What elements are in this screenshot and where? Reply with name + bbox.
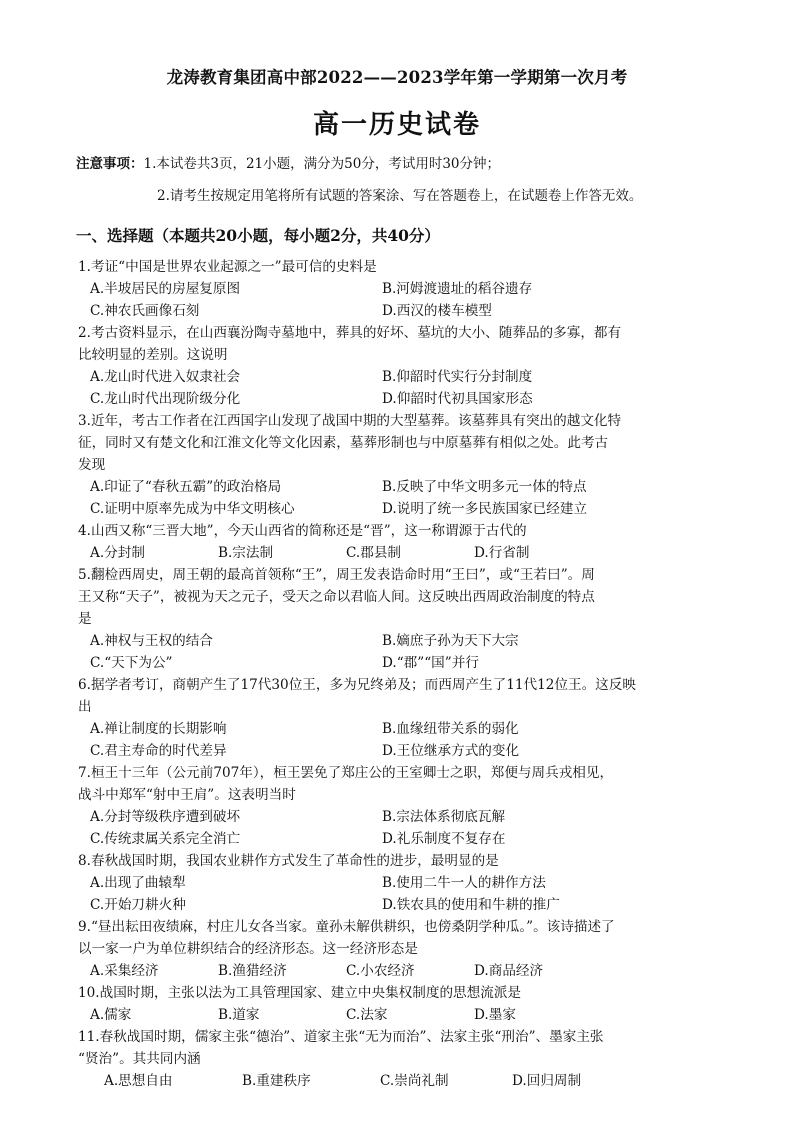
- options: [78, 806, 728, 850]
- question-stem: 1.考证“中国是世界农业起源之一”最可信的史料是: [78, 259, 377, 275]
- option-b: B.河姆渡遗址的稻谷遗存: [382, 281, 533, 297]
- option-d: D.仰韶时代初具国家形态: [382, 391, 533, 407]
- options: [78, 542, 728, 564]
- options: [78, 476, 728, 520]
- option-a: A.禅让制度的长期影响: [90, 721, 227, 737]
- question-stem: 9.“昼出耘田夜绩麻，村庄儿女各当家。童孙未解供耕织，也傍桑阴学种瓜。”。该诗描述了: [78, 919, 615, 935]
- question-stem: 11.春秋战国时期，儒家主张“德治”、道家主张“无为而治”、法家主张“刑治”、墨家主张: [78, 1029, 604, 1045]
- option-d: D.说明了统一多民族国家已经建立: [382, 501, 588, 517]
- option-b: B.反映了中华文明多元一体的特点: [382, 479, 587, 495]
- option-a: A.印证了“春秋五霸”的政治格局: [90, 479, 282, 495]
- options: [78, 718, 728, 762]
- option-d: D.行省制: [474, 545, 530, 561]
- options: [78, 1070, 728, 1092]
- option-c: C.证明中原率先成为中华文明核心: [90, 501, 295, 517]
- question-stem: “贤治”。其共同内涵: [78, 1051, 201, 1067]
- question-stem: 是: [78, 611, 92, 627]
- question-stem: 以一家一户为单位耕织结合的经济形态。这一经济形态是: [78, 941, 418, 957]
- option-d: D.回归周制: [512, 1073, 582, 1089]
- question-stem: 比较明显的差别。这说明: [78, 347, 228, 363]
- question-stem: 5.翻检西周史，周王朝的最高首领称“王”，周王发表诰命时用“王曰”，或“王若曰”。周: [78, 567, 595, 583]
- question-stem: 发现: [78, 457, 106, 473]
- options: [78, 960, 728, 982]
- option-b: B.宗法制: [218, 545, 274, 561]
- question-stem: 征，同时又有楚文化和江淮文化等文化因素，墓葬形制也与中原墓葬有相似之处。此考古: [78, 435, 609, 451]
- question-stem: 战斗中郑军“射中王肩”。这表明当时: [78, 787, 296, 803]
- option-a: A.神权与王权的结合: [90, 633, 213, 649]
- question-4: [78, 520, 728, 564]
- notice-line-2: [157, 184, 777, 204]
- option-c: C.神农氏画像石刻: [90, 303, 200, 319]
- option-b: B.使用二牛一人的耕作方法: [382, 875, 546, 891]
- options: [78, 872, 728, 916]
- option-b: B.嫡庶子孙为天下大宗: [382, 633, 519, 649]
- option-a: A.出现了曲辕犁: [90, 875, 186, 891]
- option-c: C.君主寿命的时代差异: [90, 743, 227, 759]
- question-stem: 8.春秋战国时期，我国农业耕作方式发生了革命性的进步，最明显的是: [78, 853, 499, 869]
- question-7: [78, 762, 728, 850]
- question-list: [78, 256, 728, 1092]
- option-d: D.墨家: [474, 1007, 516, 1023]
- option-a: A.分封等级秩序遭到破坏: [90, 809, 241, 825]
- option-a: A.思想自由: [104, 1073, 173, 1089]
- notice-item-1: 1.本试卷共3页，21小题，满分为50分，考试用时30分钟；: [143, 156, 501, 172]
- question-1: [78, 256, 728, 322]
- option-b: B.重建秩序: [242, 1073, 311, 1089]
- option-d: D.商品经济: [474, 963, 544, 979]
- section-heading: 一、选择题（本题共20小题，每小题2分，共40分）: [76, 226, 440, 245]
- question-10: [78, 982, 728, 1026]
- option-d: D.西汉的楼车模型: [382, 303, 492, 319]
- question-stem: 王又称“天子”，被视为天之元子，受天之命以君临人间。这反映出西周政治制度的特点: [78, 589, 595, 605]
- option-b: B.道家: [218, 1007, 260, 1023]
- option-b: B.仰韶时代实行分封制度: [382, 369, 533, 385]
- question-stem: 4.山西又称“三晋大地”，今天山西省的简称还是“晋”，这一称谓源于古代的: [78, 523, 527, 539]
- option-a: A.儒家: [90, 1007, 132, 1023]
- option-b: B.宗法体系彻底瓦解: [382, 809, 506, 825]
- question-9: [78, 916, 728, 982]
- option-b: B.渔猎经济: [218, 963, 287, 979]
- question-stem: 7.桓王十三年（公元前707年），桓王罢免了郑庄公的王室卿士之职，郑便与周兵戎相见，: [78, 765, 614, 781]
- option-c: C.传统隶属关系完全消亡: [90, 831, 241, 847]
- option-d: D.礼乐制度不复存在: [382, 831, 506, 847]
- option-d: D.王位继承方式的变化: [382, 743, 520, 759]
- option-b: B.血缘纽带关系的弱化: [382, 721, 519, 737]
- option-d: D.“郡”“国”并行: [382, 655, 479, 671]
- options: [78, 278, 728, 322]
- exam-title: 高一历史试卷: [312, 110, 481, 140]
- option-c: C.龙山时代出现阶级分化: [90, 391, 241, 407]
- options: [78, 366, 728, 410]
- option-c: C.小农经济: [346, 963, 415, 979]
- question-stem: 6.据学者考订，商朝产生了17代30位王，多为兄终弟及；而西周产生了11代12位王。这反映: [78, 677, 636, 693]
- option-c: C.法家: [346, 1007, 388, 1023]
- option-a: A.龙山时代进入奴隶社会: [90, 369, 241, 385]
- options: [78, 630, 728, 674]
- option-c: C.郡县制: [346, 545, 402, 561]
- question-stem: 2.考古资料显示，在山西襄汾陶寺墓地中，葬具的好坏、墓坑的大小、随葬品的多寡，都有: [78, 325, 622, 341]
- option-c: C.“天下为公”: [90, 655, 173, 671]
- option-c: C.开始刀耕火种: [90, 897, 186, 913]
- question-2: [78, 322, 728, 410]
- notice-line-1: [76, 152, 776, 172]
- option-c: C.崇尚礼制: [380, 1073, 449, 1089]
- notice-label: 注意事项：: [76, 156, 144, 172]
- option-d: D.铁农具的使用和牛耕的推广: [382, 897, 560, 913]
- question-11: [78, 1026, 728, 1092]
- question-stem: 3.近年，考古工作者在江西国字山发现了战国中期的大型墓葬。该墓葬具有突出的越文化特: [78, 413, 622, 429]
- question-3: [78, 410, 728, 520]
- options: [78, 1004, 728, 1026]
- option-a: A.半坡居民的房屋复原图: [90, 281, 241, 297]
- school-exam-line: 龙涛教育集团高中部2022——2023学年第一学期第一次月考: [166, 68, 628, 87]
- question-8: [78, 850, 728, 916]
- question-6: [78, 674, 728, 762]
- notice-item-2: 2.请考生按规定用笔将所有试题的答案涂、写在答题卷上，在试题卷上作答无效。: [157, 188, 643, 204]
- question-stem: 出: [78, 699, 92, 715]
- question-stem: 10.战国时期，主张以法为工具管理国家、建立中央集权制度的思想流派是: [78, 985, 522, 1001]
- option-a: A.采集经济: [90, 963, 159, 979]
- option-a: A.分封制: [90, 545, 145, 561]
- question-5: [78, 564, 728, 674]
